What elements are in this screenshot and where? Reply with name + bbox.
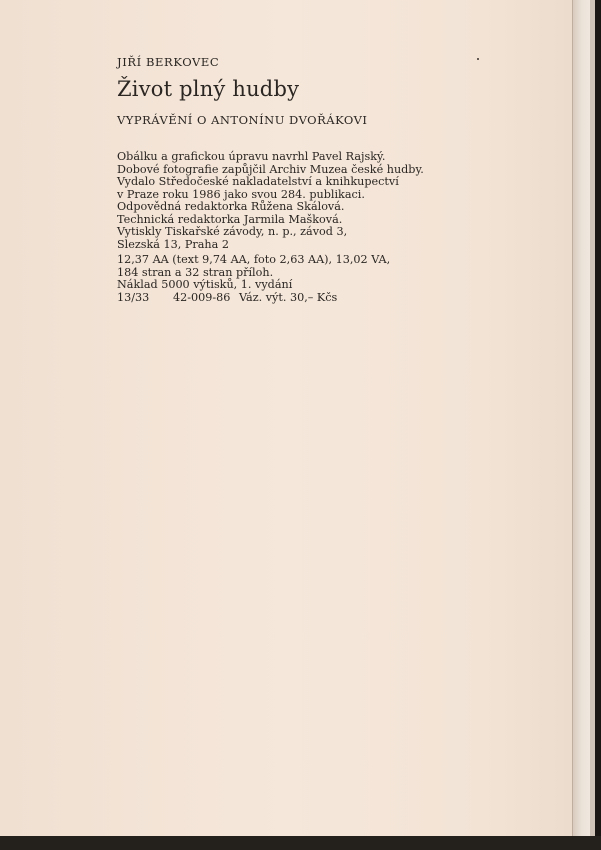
imprint-line: Technická redaktorka Jarmila Mašková. [117, 212, 343, 226]
edition-number: 13/33 [117, 290, 150, 304]
paper-speck [477, 58, 479, 60]
scan-background-edge [0, 836, 601, 850]
imprint-line: Odpovědná redaktorka Růžena Skálová. [117, 200, 345, 213]
book-subtitle: VYPRÁVĚNÍ O ANTONÍNU DVOŘÁKOVI [117, 113, 368, 127]
imprint-line: v Praze roku 1986 jako svou 284. publikaci. [117, 187, 365, 201]
author-name: JIŘÍ BERKOVEC [117, 55, 220, 69]
imprint-line: Vydalo Středočeské nakladatelství a knihkupectví [117, 175, 399, 188]
imprint-line: Vytiskly Tiskařské závody, n. p., závod 3, [117, 225, 348, 238]
imprint-line: Dobové fotografie zapůjčil Archiv Muzea české hudby. [117, 162, 424, 176]
imprint-line: 184 stran a 32 stran příloh. [117, 265, 274, 279]
imprint-lines [117, 151, 424, 304]
imprint-line: 12,37 AA (text 9,74 AA, foto 2,63 AA), 13,02 VA, [117, 253, 391, 266]
imprint-final-line [117, 292, 424, 305]
imprint-line: Obálku a grafickou úpravu navrhl Pavel Rajský. [117, 150, 386, 163]
price-label: Váz. výt. 30,– Kčs [239, 290, 338, 304]
imprint-line: Slezská 13, Praha 2 [117, 237, 229, 251]
imprint-line: Náklad 5000 výtisků, 1. vydání [117, 278, 293, 291]
publication-code: 42-009-86 [173, 290, 231, 304]
book-title: Život plný hudby [117, 77, 300, 101]
book-endpaper-edge [572, 0, 595, 845]
imprint-block [117, 54, 424, 304]
